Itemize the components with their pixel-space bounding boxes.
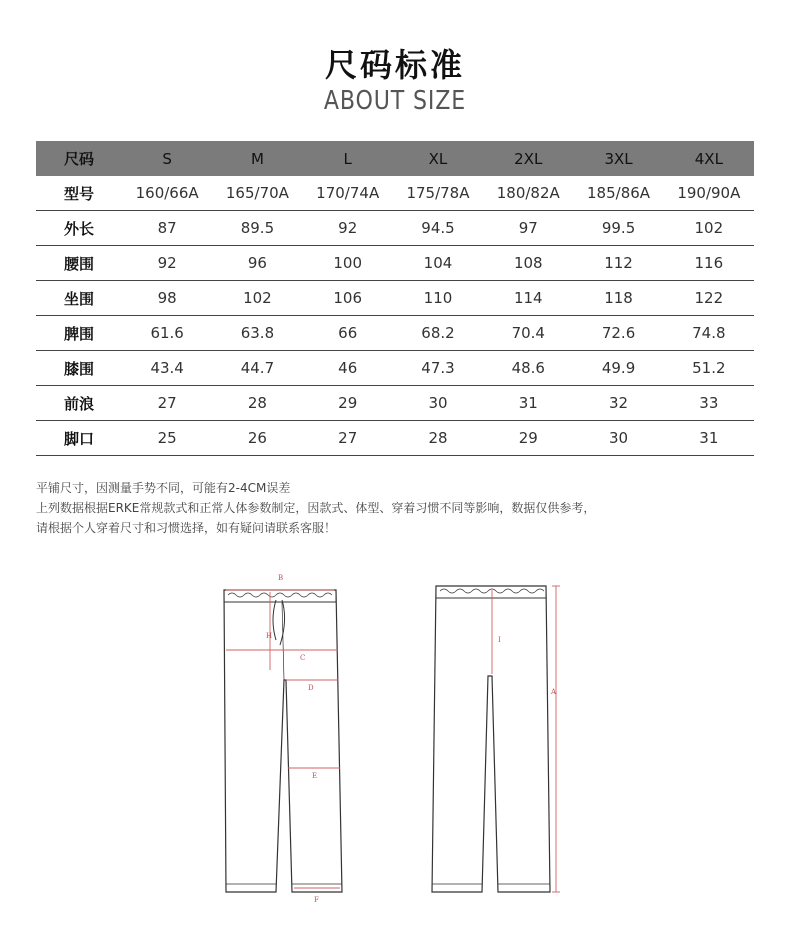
back-pants-outline	[432, 586, 550, 892]
table-cell: 104	[393, 246, 483, 281]
table-cell: 160/66A	[122, 176, 212, 211]
table-cell: 114	[483, 281, 573, 316]
pants-measurement-diagram	[210, 570, 580, 910]
row-label: 腰围	[36, 246, 122, 281]
table-cell: 110	[393, 281, 483, 316]
row-label: 脾围	[36, 316, 122, 351]
row-label: 脚口	[36, 421, 122, 456]
row-label: 外长	[36, 211, 122, 246]
table-cell: 108	[483, 246, 573, 281]
note-line: 上列数据根据ERKE常规款式和正常人体参数制定，因款式、体型、穿着习惯不同等影响，数据仅供参考，	[36, 501, 596, 515]
table-cell: 99.5	[573, 211, 663, 246]
table-cell: 49.9	[573, 351, 663, 386]
column-header: 3XL	[573, 141, 663, 176]
label-c: C	[300, 654, 306, 662]
table-cell: 61.6	[122, 316, 212, 351]
label-h: H	[266, 632, 273, 640]
table-cell: 47.3	[393, 351, 483, 386]
table-cell: 26	[212, 421, 302, 456]
table-cell: 180/82A	[483, 176, 573, 211]
note-line: 请根据个人穿着尺寸和习惯选择，如有疑问请联系客服！	[36, 521, 337, 535]
table-cell: 98	[122, 281, 212, 316]
label-a: A	[551, 688, 557, 696]
table-cell: 106	[303, 281, 393, 316]
table-row	[36, 281, 754, 316]
table-cell: 68.2	[393, 316, 483, 351]
table-cell: 33	[664, 386, 754, 421]
row-label: 型号	[36, 176, 122, 211]
table-row	[36, 246, 754, 281]
table-cell: 46	[303, 351, 393, 386]
table-row	[36, 386, 754, 421]
size-notes	[36, 478, 756, 538]
table-cell: 63.8	[212, 316, 302, 351]
note-line: 平铺尺寸，因测量手势不同，可能有2-4CM误差	[36, 481, 291, 495]
table-row	[36, 176, 754, 211]
table-cell: 28	[393, 421, 483, 456]
column-header: XL	[393, 141, 483, 176]
front-view-pants	[224, 590, 342, 892]
column-header: 2XL	[483, 141, 573, 176]
table-row	[36, 421, 754, 456]
table-cell: 66	[303, 316, 393, 351]
table-cell: 44.7	[212, 351, 302, 386]
table-cell: 175/78A	[393, 176, 483, 211]
table-cell: 27	[303, 421, 393, 456]
label-i: I	[498, 636, 501, 644]
table-cell: 70.4	[483, 316, 573, 351]
front-waistband	[224, 590, 336, 602]
table-cell: 31	[483, 386, 573, 421]
label-f: F	[314, 896, 319, 904]
table-cell: 87	[122, 211, 212, 246]
table-cell: 28	[212, 386, 302, 421]
row-label: 坐围	[36, 281, 122, 316]
table-cell: 102	[664, 211, 754, 246]
table-header-row	[36, 141, 754, 176]
table-cell: 32	[573, 386, 663, 421]
back-view-pants	[432, 586, 550, 892]
table-cell: 97	[483, 211, 573, 246]
front-fly-line	[282, 602, 284, 680]
column-header: 4XL	[664, 141, 754, 176]
page-title: 尺码标准	[324, 46, 465, 84]
table-row	[36, 351, 754, 386]
row-label: 膝围	[36, 351, 122, 386]
table-cell: 112	[573, 246, 663, 281]
table-cell: 30	[393, 386, 483, 421]
front-waistband-ruching	[228, 593, 332, 597]
table-cell: 48.6	[483, 351, 573, 386]
page-subtitle: ABOUT SIZE	[323, 86, 467, 116]
label-e: E	[312, 772, 318, 780]
table-cell: 89.5	[212, 211, 302, 246]
table-row	[36, 211, 754, 246]
table-cell: 94.5	[393, 211, 483, 246]
column-header: M	[212, 141, 302, 176]
table-cell: 74.8	[664, 316, 754, 351]
table-cell: 29	[303, 386, 393, 421]
size-table	[36, 141, 754, 456]
table-cell: 118	[573, 281, 663, 316]
table-cell: 92	[122, 246, 212, 281]
table-cell: 102	[212, 281, 302, 316]
table-cell: 170/74A	[303, 176, 393, 211]
table-cell: 96	[212, 246, 302, 281]
table-cell: 51.2	[664, 351, 754, 386]
column-header: S	[122, 141, 212, 176]
table-cell: 185/86A	[573, 176, 663, 211]
table-cell: 92	[303, 211, 393, 246]
table-cell: 30	[573, 421, 663, 456]
table-cell: 72.6	[573, 316, 663, 351]
label-b: B	[278, 574, 284, 582]
column-header: 尺码	[36, 141, 122, 176]
table-cell: 31	[664, 421, 754, 456]
table-cell: 29	[483, 421, 573, 456]
table-cell: 25	[122, 421, 212, 456]
table-cell: 116	[664, 246, 754, 281]
table-cell: 27	[122, 386, 212, 421]
label-d: D	[308, 684, 314, 692]
table-row	[36, 316, 754, 351]
column-header: L	[303, 141, 393, 176]
table-cell: 100	[303, 246, 393, 281]
table-cell: 190/90A	[664, 176, 754, 211]
table-cell: 122	[664, 281, 754, 316]
row-label: 前浪	[36, 386, 122, 421]
table-cell: 165/70A	[212, 176, 302, 211]
table-cell: 43.4	[122, 351, 212, 386]
